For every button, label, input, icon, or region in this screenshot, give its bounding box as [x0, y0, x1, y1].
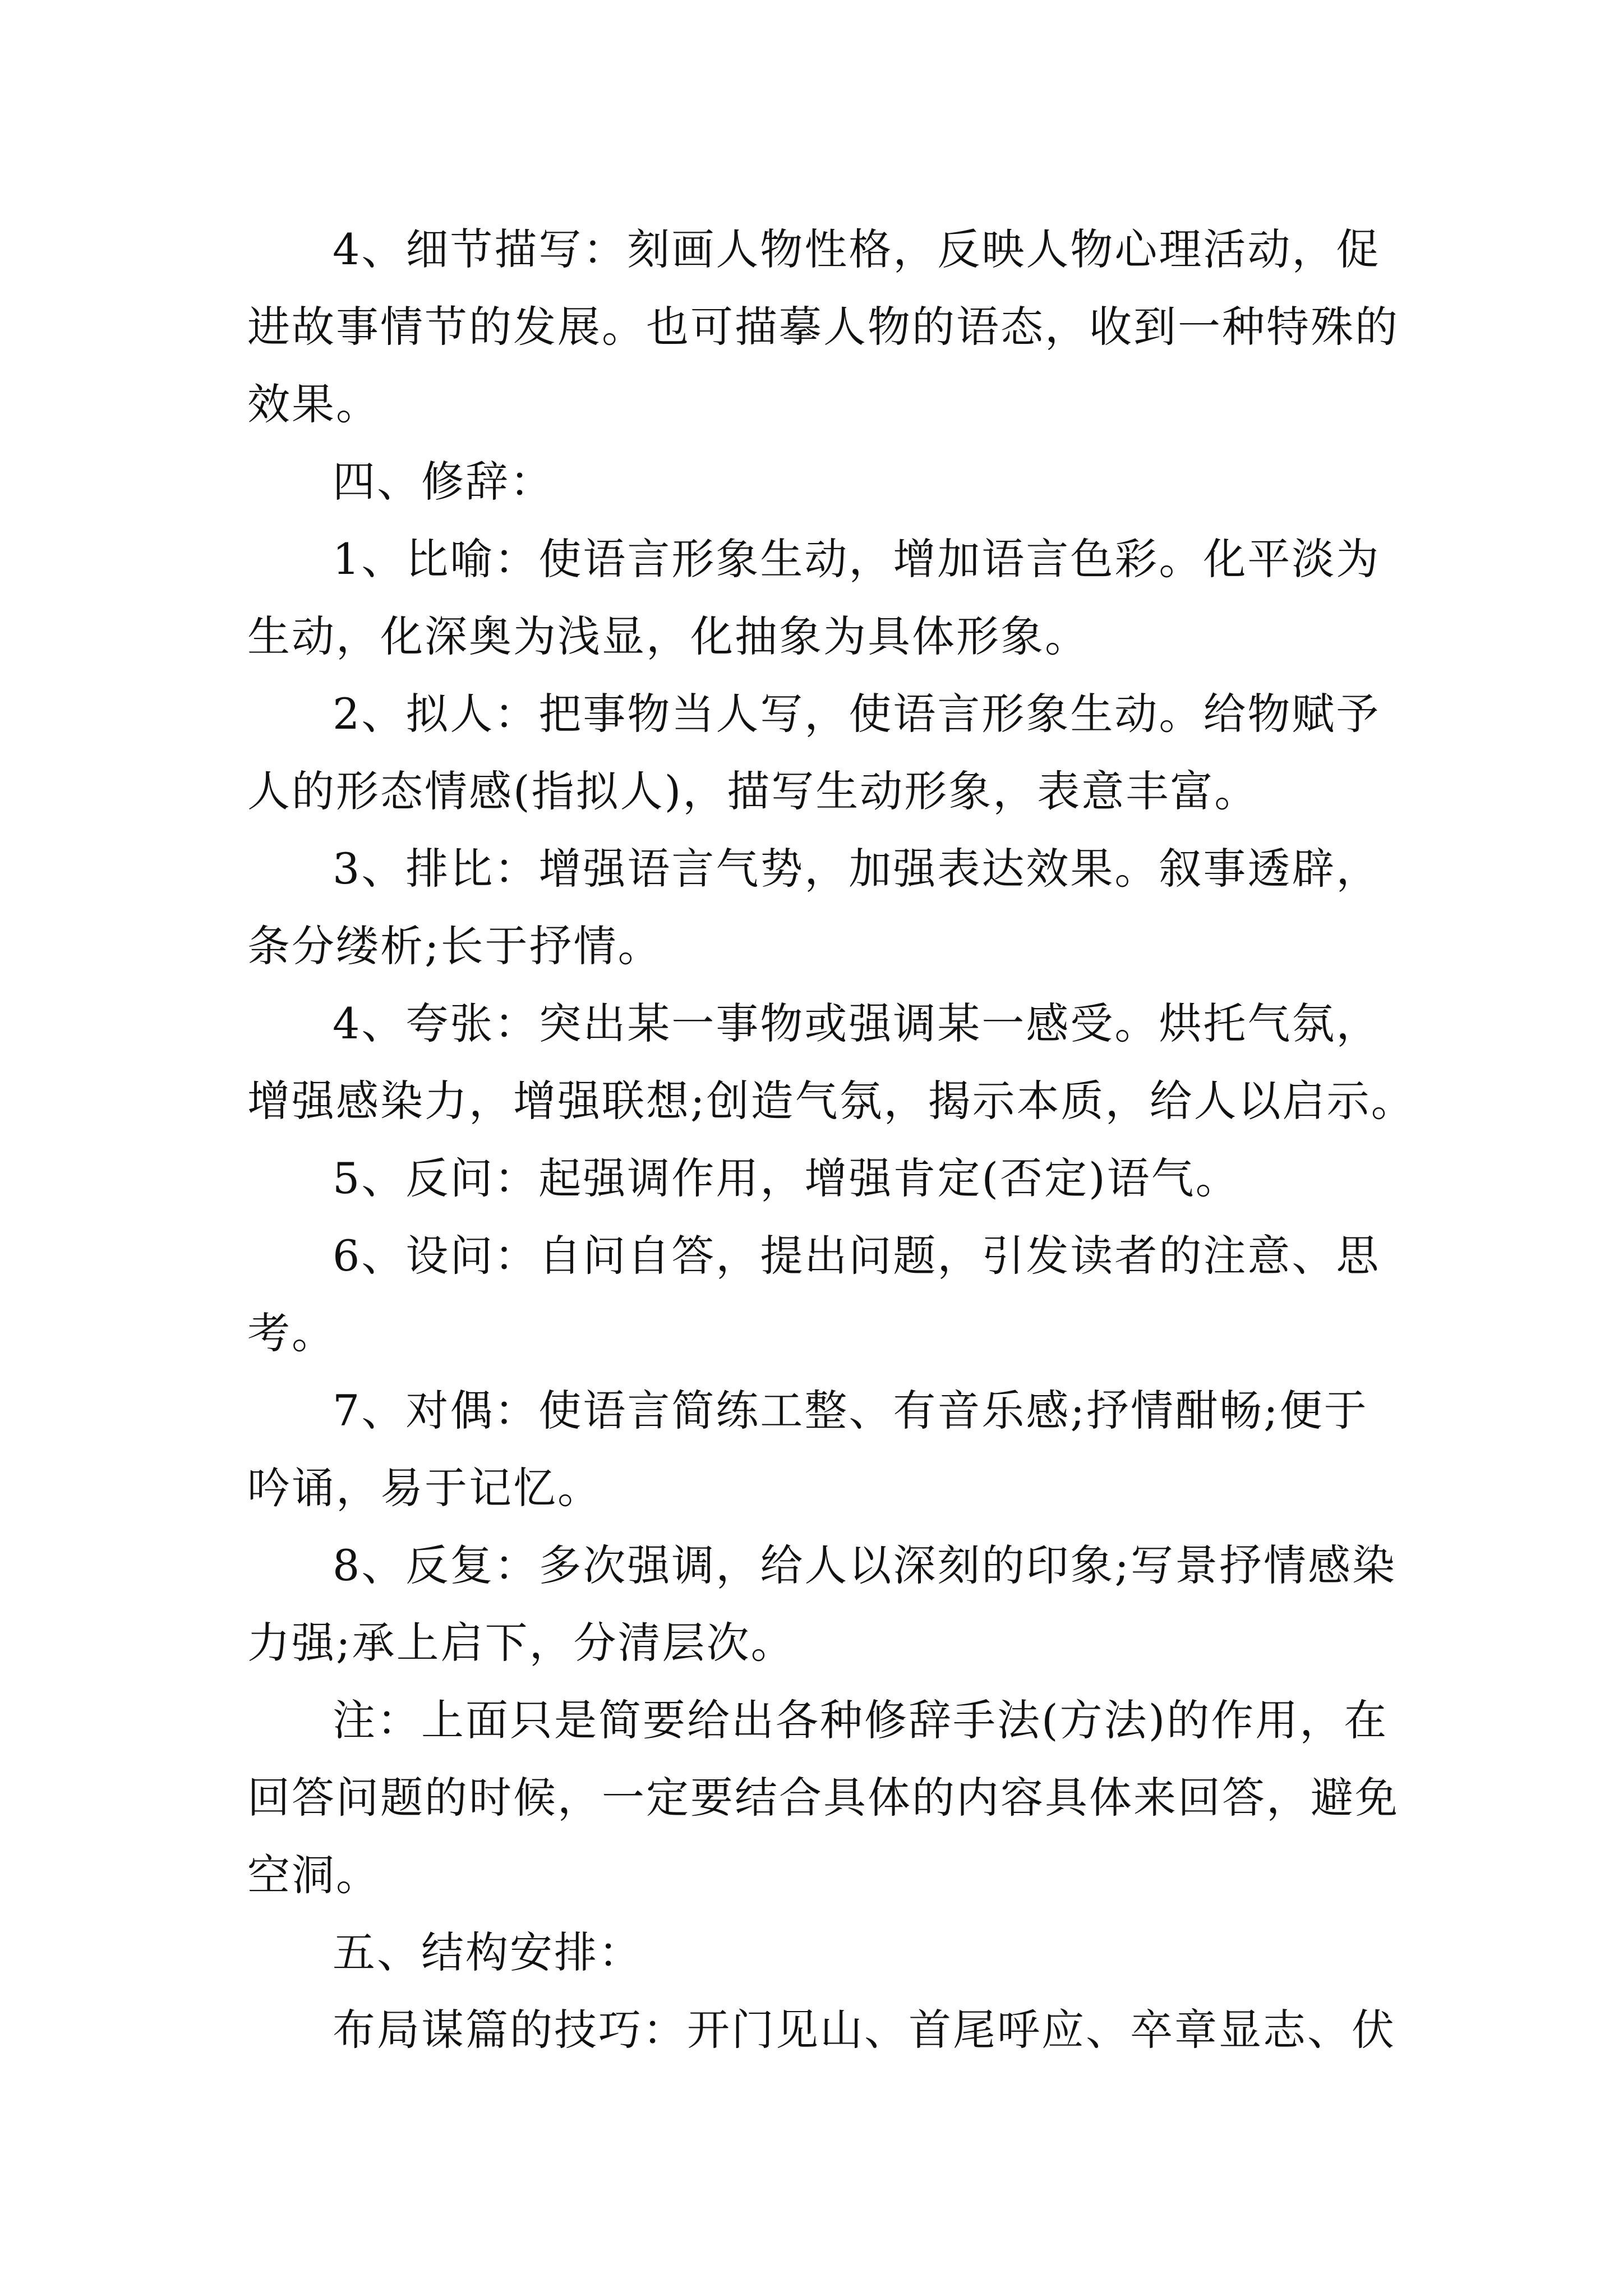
text-line: 8、反复：多次强调，给人以深刻的印象;写景抒情感染 [333, 1540, 1396, 1590]
heading-text: 四、修辞： [333, 457, 554, 507]
paragraph-personification [247, 675, 1380, 830]
text-line: 回答问题的时候，一定要结合具体的内容具体来回答，避免 [247, 1773, 1399, 1823]
text-line: 条分缕析;长于抒情。 [247, 921, 662, 971]
text-line: 6、设问：自问自答，提出问题，引发读者的注意、思 [333, 1231, 1381, 1281]
text-line: 增强感染力，增强联想;创造气氛，揭示本质，给人以启示。 [247, 1076, 1415, 1126]
text-line: 考。 [247, 1308, 336, 1358]
paragraph-hyperbole [247, 985, 1415, 1140]
text-line: 空洞。 [247, 1850, 380, 1900]
text-line: 3、排比：增强语言气势，加强表达效果。叙事透辟， [333, 844, 1381, 894]
paragraph-repetition [247, 1527, 1396, 1682]
paragraph-parallelism [247, 830, 1380, 985]
paragraph-detail-description [247, 211, 1399, 443]
text-line: 1、比喻：使语言形象生动，增加语言色彩。化平淡为 [333, 534, 1381, 584]
text-line: 进故事情节的发展。也可描摹人物的语态，收到一种特殊的 [247, 302, 1399, 352]
text-line: 效果。 [247, 379, 380, 429]
text-line: 2、拟人：把事物当人写，使语言形象生动。给物赋予 [333, 689, 1381, 739]
heading-text: 五、结构安排： [333, 1927, 643, 1977]
text-line: 力强;承上启下，分清层次。 [247, 1618, 795, 1668]
paragraph-metaphor [247, 521, 1380, 675]
section-heading-rhetoric [247, 443, 1380, 521]
paragraph-layout-techniques [247, 1991, 1396, 2069]
text-line: 5、反问：起强调作用，增强肯定(否定)语气。 [333, 1153, 1240, 1203]
paragraph-note [247, 1682, 1399, 1914]
text-line: 4、夸张：突出某一事物或强调某一感受。烘托气氛， [333, 999, 1381, 1048]
text-line: 吟诵，易于记忆。 [247, 1463, 602, 1513]
document-body [247, 211, 1415, 2069]
text-line: 注：上面只是简要给出各种修辞手法(方法)的作用，在 [333, 1695, 1389, 1745]
text-line: 人的形态情感(指拟人)，描写生动形象，表意丰富。 [247, 766, 1259, 816]
text-line: 布局谋篇的技巧：开门见山、首尾呼应、卒章显志、伏 [333, 2005, 1396, 2055]
text-line: 4、细节描写：刻画人物性格，反映人物心理活动，促 [333, 224, 1381, 274]
text-line: 生动，化深奥为浅显，化抽象为具体形象。 [247, 611, 1089, 661]
section-heading-structure [247, 1914, 1380, 1991]
paragraph-antithesis [247, 1372, 1380, 1527]
paragraph-rhetorical-question [247, 1140, 1380, 1217]
paragraph-self-question [247, 1217, 1380, 1372]
text-line: 7、对偶：使语言简练工整、有音乐感;抒情酣畅;便于 [333, 1386, 1368, 1435]
